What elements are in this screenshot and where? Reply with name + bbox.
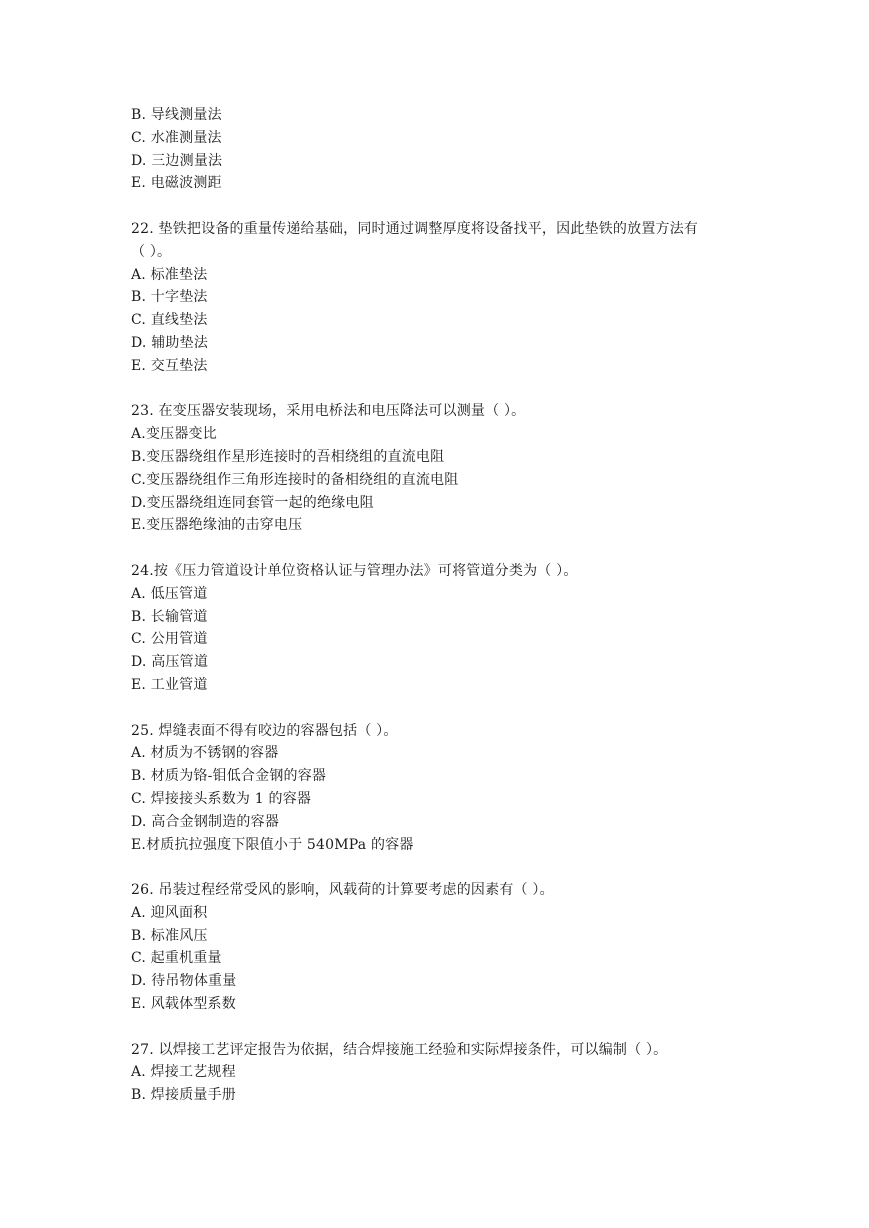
spacer <box>131 378 781 401</box>
question-stem: 26. 吊装过程经常受风的影响，风载荷的计算要考虑的因素有（ ）。 <box>131 882 554 899</box>
question-stem: 22. 垫铁把设备的重量传递给基础，同时通过调整厚度将设备找平，因此垫铁的放置方法有 <box>131 220 699 237</box>
option-item: D.变压器绕组连同套管一起的绝缘电阻 <box>131 494 374 511</box>
option-item: E.变压器绝缘油的击穿电压 <box>131 517 303 534</box>
option-item: A.变压器变比 <box>131 426 217 443</box>
option-item: B. 标准风压 <box>131 927 208 944</box>
option-item: B. 十字垫法 <box>131 289 208 306</box>
question-stem: 23. 在变压器安装现场，采用电桥法和电压降法可以测量（ ）。 <box>131 403 526 420</box>
option-item: A. 迎风面积 <box>131 904 208 921</box>
question-24 <box>131 560 781 697</box>
carryover-option-list <box>131 104 781 195</box>
option-item: E. 工业管道 <box>131 676 208 693</box>
option-item: A. 材质为不锈钢的容器 <box>131 745 279 762</box>
option-item: E.材质抗拉强度下限值小于 540MPa 的容器 <box>131 836 414 853</box>
document-page <box>131 104 781 1107</box>
spacer <box>131 697 781 720</box>
spacer <box>131 1016 781 1039</box>
option-item: A. 焊接工艺规程 <box>131 1064 236 1081</box>
spacer <box>131 537 781 560</box>
spacer <box>131 856 781 879</box>
question-27 <box>131 1039 781 1107</box>
option-item: B. 导线测量法 <box>131 107 222 123</box>
option-item: B. 长输管道 <box>131 608 208 625</box>
option-item: C. 起重机重量 <box>131 950 222 967</box>
question-25 <box>131 720 781 857</box>
option-item: C. 水准测量法 <box>131 129 222 146</box>
option-item: C. 焊接接头系数为 1 的容器 <box>131 790 312 807</box>
question-stem: 25. 焊缝表面不得有咬边的容器包括（ ）。 <box>131 722 398 739</box>
question-26 <box>131 879 781 1016</box>
option-item: C. 公用管道 <box>131 631 208 648</box>
option-item: C. 直线垫法 <box>131 312 208 329</box>
option-item: D. 辅助垫法 <box>131 334 209 351</box>
option-item: B.变压器绕组作星形连接时的吾相绕组的直流电阻 <box>131 448 445 465</box>
spacer <box>131 195 781 218</box>
question-stem-continued: （ ）。 <box>131 243 172 260</box>
option-item: B. 焊接质量手册 <box>131 1087 236 1104</box>
option-item: D. 高压管道 <box>131 654 209 671</box>
question-23 <box>131 400 781 537</box>
option-item: D. 待吊物体重量 <box>131 973 237 990</box>
question-22 <box>131 218 781 378</box>
question-stem: 24.按《压力管道设计单位资格认证与管理办法》可将管道分类为（ ）。 <box>131 562 578 579</box>
option-item: D. 三边测量法 <box>131 152 223 169</box>
option-item: E. 电磁波测距 <box>131 175 222 192</box>
option-item: B. 材质为铬-钼低合金钢的容器 <box>131 768 327 785</box>
option-item: E. 交互垫法 <box>131 357 208 374</box>
option-item: A. 标准垫法 <box>131 266 208 283</box>
question-stem: 27. 以焊接工艺评定报告为依据，结合焊接施工经验和实际焊接条件，可以编制（ ）。 <box>131 1041 668 1058</box>
option-item: E. 风载体型系数 <box>131 996 236 1013</box>
option-item: A. 低压管道 <box>131 585 208 602</box>
option-item: C.变压器绕组作三角形连接时的备相绕组的直流电阻 <box>131 471 459 488</box>
option-item: D. 高合金钢制造的容器 <box>131 813 280 830</box>
